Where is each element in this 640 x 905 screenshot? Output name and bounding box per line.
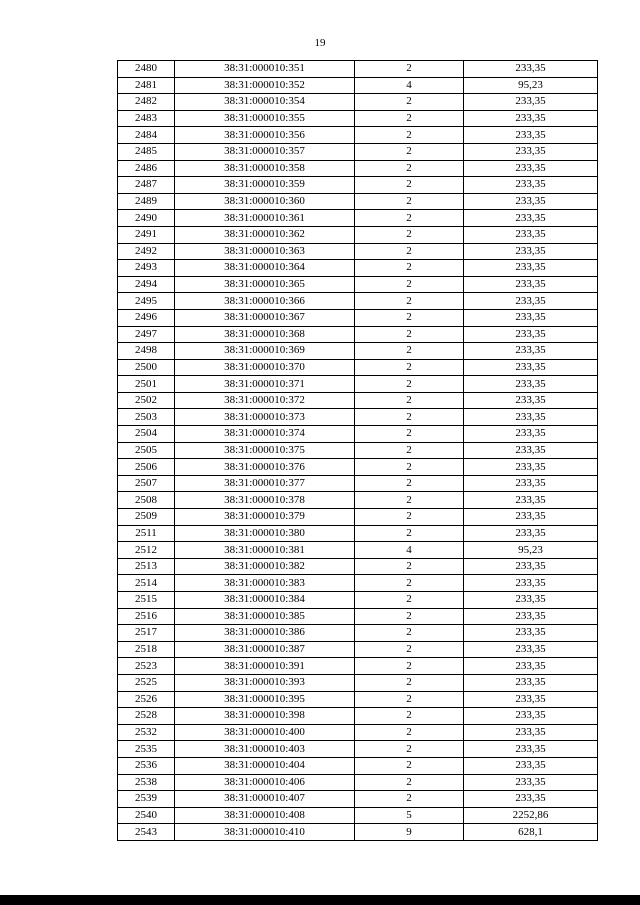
quantity-cell: 2 [355,575,464,592]
quantity-cell: 2 [355,757,464,774]
row-number-cell: 2490 [118,210,175,227]
table-row [118,492,598,509]
cadastral-number-cell: 38:31:000010:371 [175,376,355,393]
amount-cell: 233,35 [464,774,598,791]
amount-cell: 233,35 [464,376,598,393]
cadastral-number-cell: 38:31:000010:374 [175,426,355,443]
row-number-cell: 2523 [118,658,175,675]
row-number-cell: 2526 [118,691,175,708]
amount-cell: 233,35 [464,708,598,725]
quantity-cell: 2 [355,326,464,343]
table-row [118,592,598,609]
cadastral-number-cell: 38:31:000010:369 [175,343,355,360]
quantity-cell: 2 [355,359,464,376]
table-row [118,641,598,658]
amount-cell: 628,1 [464,824,598,841]
table-row [118,691,598,708]
amount-cell: 233,35 [464,193,598,210]
amount-cell: 233,35 [464,741,598,758]
table-row [118,110,598,127]
table-row [118,309,598,326]
amount-cell: 233,35 [464,442,598,459]
quantity-cell: 2 [355,276,464,293]
table-row [118,94,598,111]
cadastral-number-cell: 38:31:000010:377 [175,475,355,492]
amount-cell: 233,35 [464,724,598,741]
amount-cell: 233,35 [464,243,598,260]
cadastral-number-cell: 38:31:000010:355 [175,110,355,127]
quantity-cell: 2 [355,309,464,326]
quantity-cell: 2 [355,791,464,808]
table-row [118,326,598,343]
quantity-cell: 2 [355,376,464,393]
amount-cell: 233,35 [464,210,598,227]
cadastral-number-cell: 38:31:000010:382 [175,558,355,575]
table-row [118,791,598,808]
quantity-cell: 2 [355,641,464,658]
amount-cell: 233,35 [464,658,598,675]
cadastral-number-cell: 38:31:000010:363 [175,243,355,260]
table-row [118,558,598,575]
table-row [118,210,598,227]
amount-cell: 233,35 [464,492,598,509]
quantity-cell: 4 [355,77,464,94]
quantity-cell: 5 [355,807,464,824]
quantity-cell: 2 [355,94,464,111]
table-row [118,127,598,144]
cadastral-number-cell: 38:31:000010:359 [175,177,355,194]
table-row [118,459,598,476]
amount-cell: 233,35 [464,558,598,575]
table-row [118,741,598,758]
table-row [118,824,598,841]
cadastral-number-cell: 38:31:000010:351 [175,61,355,78]
quantity-cell: 2 [355,193,464,210]
table-body [118,61,598,841]
table-row [118,226,598,243]
row-number-cell: 2508 [118,492,175,509]
quantity-cell: 2 [355,442,464,459]
table-row [118,475,598,492]
cadastral-number-cell: 38:31:000010:378 [175,492,355,509]
quantity-cell: 4 [355,542,464,559]
quantity-cell: 2 [355,625,464,642]
row-number-cell: 2535 [118,741,175,758]
amount-cell: 233,35 [464,110,598,127]
row-number-cell: 2504 [118,426,175,443]
row-number-cell: 2492 [118,243,175,260]
cadastral-number-cell: 38:31:000010:373 [175,409,355,426]
quantity-cell: 2 [355,143,464,160]
table-row [118,392,598,409]
amount-cell: 233,35 [464,309,598,326]
row-number-cell: 2505 [118,442,175,459]
cadastral-number-cell: 38:31:000010:406 [175,774,355,791]
amount-cell: 233,35 [464,392,598,409]
table-row [118,193,598,210]
cadastral-number-cell: 38:31:000010:367 [175,309,355,326]
quantity-cell: 2 [355,210,464,227]
cadastral-number-cell: 38:31:000010:400 [175,724,355,741]
row-number-cell: 2543 [118,824,175,841]
table-row [118,575,598,592]
row-number-cell: 2502 [118,392,175,409]
table-row [118,608,598,625]
cadastral-number-cell: 38:31:000010:352 [175,77,355,94]
amount-cell: 233,35 [464,343,598,360]
row-number-cell: 2486 [118,160,175,177]
table-row [118,243,598,260]
row-number-cell: 2540 [118,807,175,824]
amount-cell: 233,35 [464,143,598,160]
cadastral-number-cell: 38:31:000010:386 [175,625,355,642]
amount-cell: 233,35 [464,641,598,658]
cadastral-number-cell: 38:31:000010:387 [175,641,355,658]
quantity-cell: 2 [355,658,464,675]
row-number-cell: 2514 [118,575,175,592]
amount-cell: 233,35 [464,608,598,625]
table-row [118,260,598,277]
row-number-cell: 2513 [118,558,175,575]
amount-cell: 233,35 [464,475,598,492]
amount-cell: 233,35 [464,61,598,78]
row-number-cell: 2487 [118,177,175,194]
amount-cell: 233,35 [464,757,598,774]
amount-cell: 233,35 [464,625,598,642]
row-number-cell: 2501 [118,376,175,393]
table-row [118,293,598,310]
table-row [118,376,598,393]
cadastral-number-cell: 38:31:000010:360 [175,193,355,210]
cadastral-number-cell: 38:31:000010:407 [175,791,355,808]
quantity-cell: 2 [355,160,464,177]
row-number-cell: 2489 [118,193,175,210]
row-number-cell: 2480 [118,61,175,78]
amount-cell: 233,35 [464,525,598,542]
amount-cell: 233,35 [464,575,598,592]
table-row [118,757,598,774]
row-number-cell: 2498 [118,343,175,360]
quantity-cell: 2 [355,691,464,708]
amount-cell: 233,35 [464,94,598,111]
amount-cell: 233,35 [464,260,598,277]
cadastral-number-cell: 38:31:000010:381 [175,542,355,559]
amount-cell: 233,35 [464,592,598,609]
table-row [118,143,598,160]
row-number-cell: 2539 [118,791,175,808]
table-row [118,61,598,78]
amount-cell: 233,35 [464,359,598,376]
quantity-cell: 2 [355,708,464,725]
row-number-cell: 2516 [118,608,175,625]
quantity-cell: 2 [355,774,464,791]
amount-cell: 233,35 [464,177,598,194]
cadastral-number-cell: 38:31:000010:383 [175,575,355,592]
table-row [118,658,598,675]
quantity-cell: 2 [355,110,464,127]
row-number-cell: 2483 [118,110,175,127]
table-row [118,77,598,94]
amount-cell: 233,35 [464,691,598,708]
amount-cell: 233,35 [464,127,598,144]
cadastral-number-cell: 38:31:000010:380 [175,525,355,542]
table-row [118,276,598,293]
row-number-cell: 2497 [118,326,175,343]
row-number-cell: 2495 [118,293,175,310]
row-number-cell: 2493 [118,260,175,277]
row-number-cell: 2481 [118,77,175,94]
page-number: 19 [314,37,326,49]
amount-cell: 233,35 [464,426,598,443]
table-row [118,343,598,360]
row-number-cell: 2500 [118,359,175,376]
cadastral-number-cell: 38:31:000010:368 [175,326,355,343]
scan-edge-bar [0,895,640,905]
row-number-cell: 2532 [118,724,175,741]
amount-cell: 233,35 [464,326,598,343]
quantity-cell: 2 [355,61,464,78]
row-number-cell: 2485 [118,143,175,160]
row-number-cell: 2496 [118,309,175,326]
amount-cell: 233,35 [464,226,598,243]
table-row [118,359,598,376]
cadastral-number-cell: 38:31:000010:398 [175,708,355,725]
quantity-cell: 2 [355,409,464,426]
table-row [118,177,598,194]
quantity-cell: 2 [355,592,464,609]
amount-cell: 233,35 [464,160,598,177]
amount-cell: 233,35 [464,509,598,526]
amount-cell: 95,23 [464,542,598,559]
quantity-cell: 2 [355,392,464,409]
row-number-cell: 2515 [118,592,175,609]
table-row [118,625,598,642]
quantity-cell: 9 [355,824,464,841]
row-number-cell: 2484 [118,127,175,144]
amount-cell: 233,35 [464,276,598,293]
quantity-cell: 2 [355,127,464,144]
quantity-cell: 2 [355,558,464,575]
row-number-cell: 2512 [118,542,175,559]
cadastral-number-cell: 38:31:000010:385 [175,608,355,625]
row-number-cell: 2538 [118,774,175,791]
cadastral-number-cell: 38:31:000010:361 [175,210,355,227]
row-number-cell: 2506 [118,459,175,476]
quantity-cell: 2 [355,475,464,492]
quantity-cell: 2 [355,509,464,526]
row-number-cell: 2503 [118,409,175,426]
quantity-cell: 2 [355,343,464,360]
cadastral-number-cell: 38:31:000010:372 [175,392,355,409]
quantity-cell: 2 [355,426,464,443]
quantity-cell: 2 [355,293,464,310]
cadastral-number-cell: 38:31:000010:376 [175,459,355,476]
table-row [118,525,598,542]
table-row [118,542,598,559]
cadastral-number-cell: 38:31:000010:391 [175,658,355,675]
row-number-cell: 2507 [118,475,175,492]
table-row [118,509,598,526]
quantity-cell: 2 [355,525,464,542]
quantity-cell: 2 [355,741,464,758]
amount-cell: 233,35 [464,674,598,691]
cadastral-number-cell: 38:31:000010:354 [175,94,355,111]
table-row [118,160,598,177]
table-row [118,426,598,443]
row-number-cell: 2517 [118,625,175,642]
cadastral-number-cell: 38:31:000010:393 [175,674,355,691]
row-number-cell: 2491 [118,226,175,243]
table-row [118,442,598,459]
row-number-cell: 2509 [118,509,175,526]
cadastral-number-cell: 38:31:000010:408 [175,807,355,824]
row-number-cell: 2528 [118,708,175,725]
cadastral-number-cell: 38:31:000010:404 [175,757,355,774]
quantity-cell: 2 [355,459,464,476]
cadastral-number-cell: 38:31:000010:379 [175,509,355,526]
table-row [118,708,598,725]
row-number-cell: 2518 [118,641,175,658]
table-row [118,774,598,791]
cadastral-number-cell: 38:31:000010:357 [175,143,355,160]
cadastral-number-cell: 38:31:000010:365 [175,276,355,293]
amount-cell: 95,23 [464,77,598,94]
quantity-cell: 2 [355,724,464,741]
row-number-cell: 2482 [118,94,175,111]
quantity-cell: 2 [355,243,464,260]
cadastral-number-cell: 38:31:000010:358 [175,160,355,177]
row-number-cell: 2494 [118,276,175,293]
amount-cell: 233,35 [464,409,598,426]
quantity-cell: 2 [355,177,464,194]
amount-cell: 2252,86 [464,807,598,824]
quantity-cell: 2 [355,226,464,243]
table-row [118,807,598,824]
amount-cell: 233,35 [464,293,598,310]
cadastral-number-cell: 38:31:000010:370 [175,359,355,376]
cadastral-number-cell: 38:31:000010:356 [175,127,355,144]
cadastral-number-cell: 38:31:000010:366 [175,293,355,310]
row-number-cell: 2511 [118,525,175,542]
table-row [118,409,598,426]
cadastral-number-cell: 38:31:000010:410 [175,824,355,841]
cadastral-number-cell: 38:31:000010:395 [175,691,355,708]
row-number-cell: 2536 [118,757,175,774]
data-table [117,60,598,841]
quantity-cell: 2 [355,674,464,691]
amount-cell: 233,35 [464,459,598,476]
cadastral-number-cell: 38:31:000010:375 [175,442,355,459]
table-row [118,674,598,691]
row-number-cell: 2525 [118,674,175,691]
cadastral-number-cell: 38:31:000010:403 [175,741,355,758]
cadastral-number-cell: 38:31:000010:384 [175,592,355,609]
cadastral-number-cell: 38:31:000010:364 [175,260,355,277]
cadastral-number-cell: 38:31:000010:362 [175,226,355,243]
quantity-cell: 2 [355,260,464,277]
amount-cell: 233,35 [464,791,598,808]
quantity-cell: 2 [355,608,464,625]
quantity-cell: 2 [355,492,464,509]
table-row [118,724,598,741]
